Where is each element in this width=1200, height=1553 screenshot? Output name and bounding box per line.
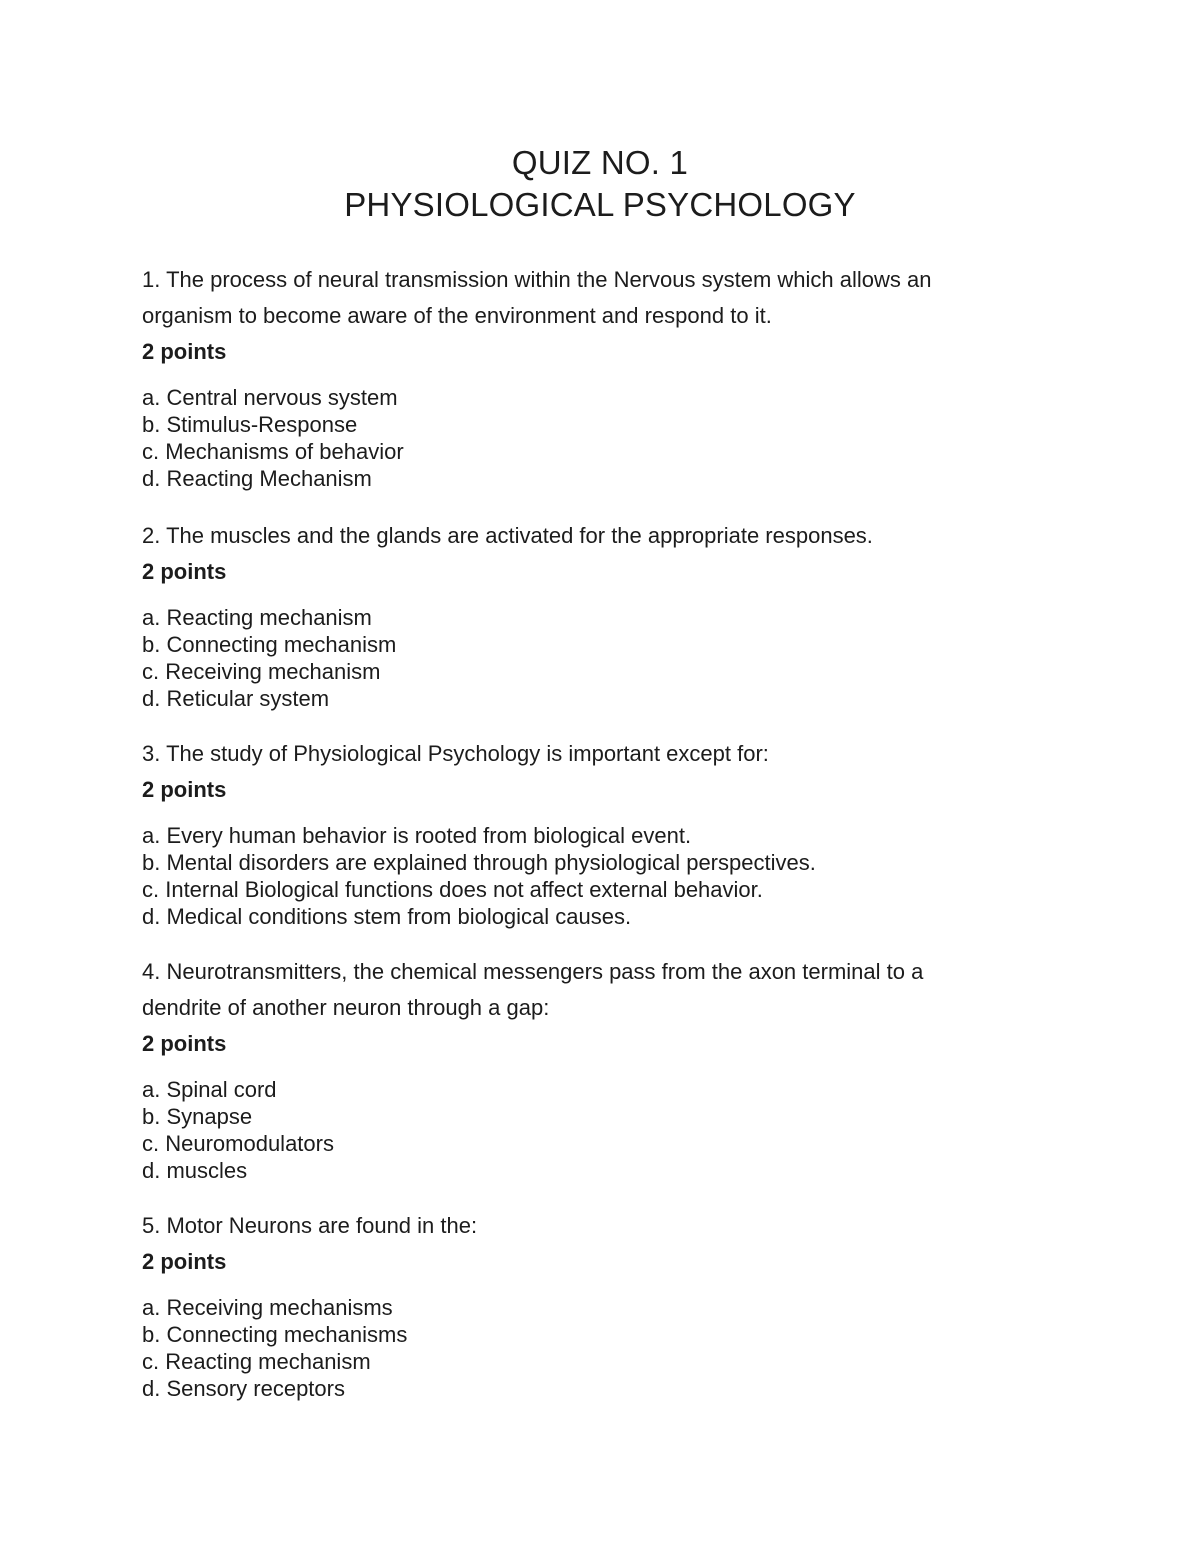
question-text (142, 1208, 477, 1244)
answer-option-c: c. Receiving mechanism (142, 659, 381, 684)
question-1 (142, 262, 932, 492)
answer-option-d: d. Reacting Mechanism (142, 466, 372, 491)
answer-option-b: b. Mental disorders are explained through physiological perspectives. (142, 850, 816, 875)
answer-options (142, 604, 873, 712)
answer-option-d: d. muscles (142, 1158, 248, 1183)
question-points: 2 points (142, 339, 227, 364)
answer-options (142, 1076, 923, 1184)
question-text-line: 1. The process of neural transmission within the Nervous system which allows an (142, 267, 932, 292)
question-points: 2 points (142, 777, 227, 802)
answer-option-b: b. Connecting mechanism (142, 632, 397, 657)
answer-options (142, 384, 932, 492)
question-text-line: organism to become aware of the environment and respond to it. (142, 303, 772, 328)
answer-option-a: a. Every human behavior is rooted from biological event. (142, 823, 692, 848)
answer-option-a: a. Receiving mechanisms (142, 1295, 393, 1320)
question-text (142, 954, 923, 1026)
question-text (142, 736, 816, 772)
answer-option-d: d. Sensory receptors (142, 1376, 345, 1401)
answer-options (142, 1294, 477, 1402)
question-points: 2 points (142, 1249, 227, 1274)
answer-option-a: a. Reacting mechanism (142, 605, 372, 630)
answer-option-a: a. Central nervous system (142, 385, 398, 410)
answer-option-b: b. Stimulus-Response (142, 412, 358, 437)
question-2 (142, 518, 873, 712)
answer-option-c: c. Reacting mechanism (142, 1349, 371, 1374)
answer-option-d: d. Reticular system (142, 686, 330, 711)
question-3 (142, 736, 816, 930)
answer-option-c: c. Neuromodulators (142, 1131, 334, 1156)
question-text-line: 5. Motor Neurons are found in the: (142, 1213, 478, 1238)
answer-option-b: b. Synapse (142, 1104, 253, 1129)
answer-options (142, 822, 816, 930)
question-text (142, 518, 873, 554)
question-text-line: 4. Neurotransmitters, the chemical messengers pass from the axon terminal to a (142, 959, 924, 984)
title-line-subject: PHYSIOLOGICAL PSYCHOLOGY (344, 186, 856, 223)
answer-option-d: d. Medical conditions stem from biological causes. (142, 904, 632, 929)
title-line-quiz-number: QUIZ NO. 1 (511, 144, 689, 181)
question-text-line: dendrite of another neuron through a gap: (142, 995, 550, 1020)
answer-option-c: c. Mechanisms of behavior (142, 439, 404, 464)
question-text (142, 262, 932, 334)
question-text-line: 2. The muscles and the glands are activated for the appropriate responses. (142, 523, 873, 548)
document-title (0, 142, 1200, 226)
question-points: 2 points (142, 1031, 227, 1056)
question-text-line: 3. The study of Physiological Psychology is important except for: (142, 741, 769, 766)
question-points: 2 points (142, 559, 227, 584)
question-5 (142, 1208, 477, 1402)
answer-option-c: c. Internal Biological functions does not affect external behavior. (142, 877, 763, 902)
question-4 (142, 954, 923, 1184)
answer-option-b: b. Connecting mechanisms (142, 1322, 408, 1347)
answer-option-a: a. Spinal cord (142, 1077, 277, 1102)
